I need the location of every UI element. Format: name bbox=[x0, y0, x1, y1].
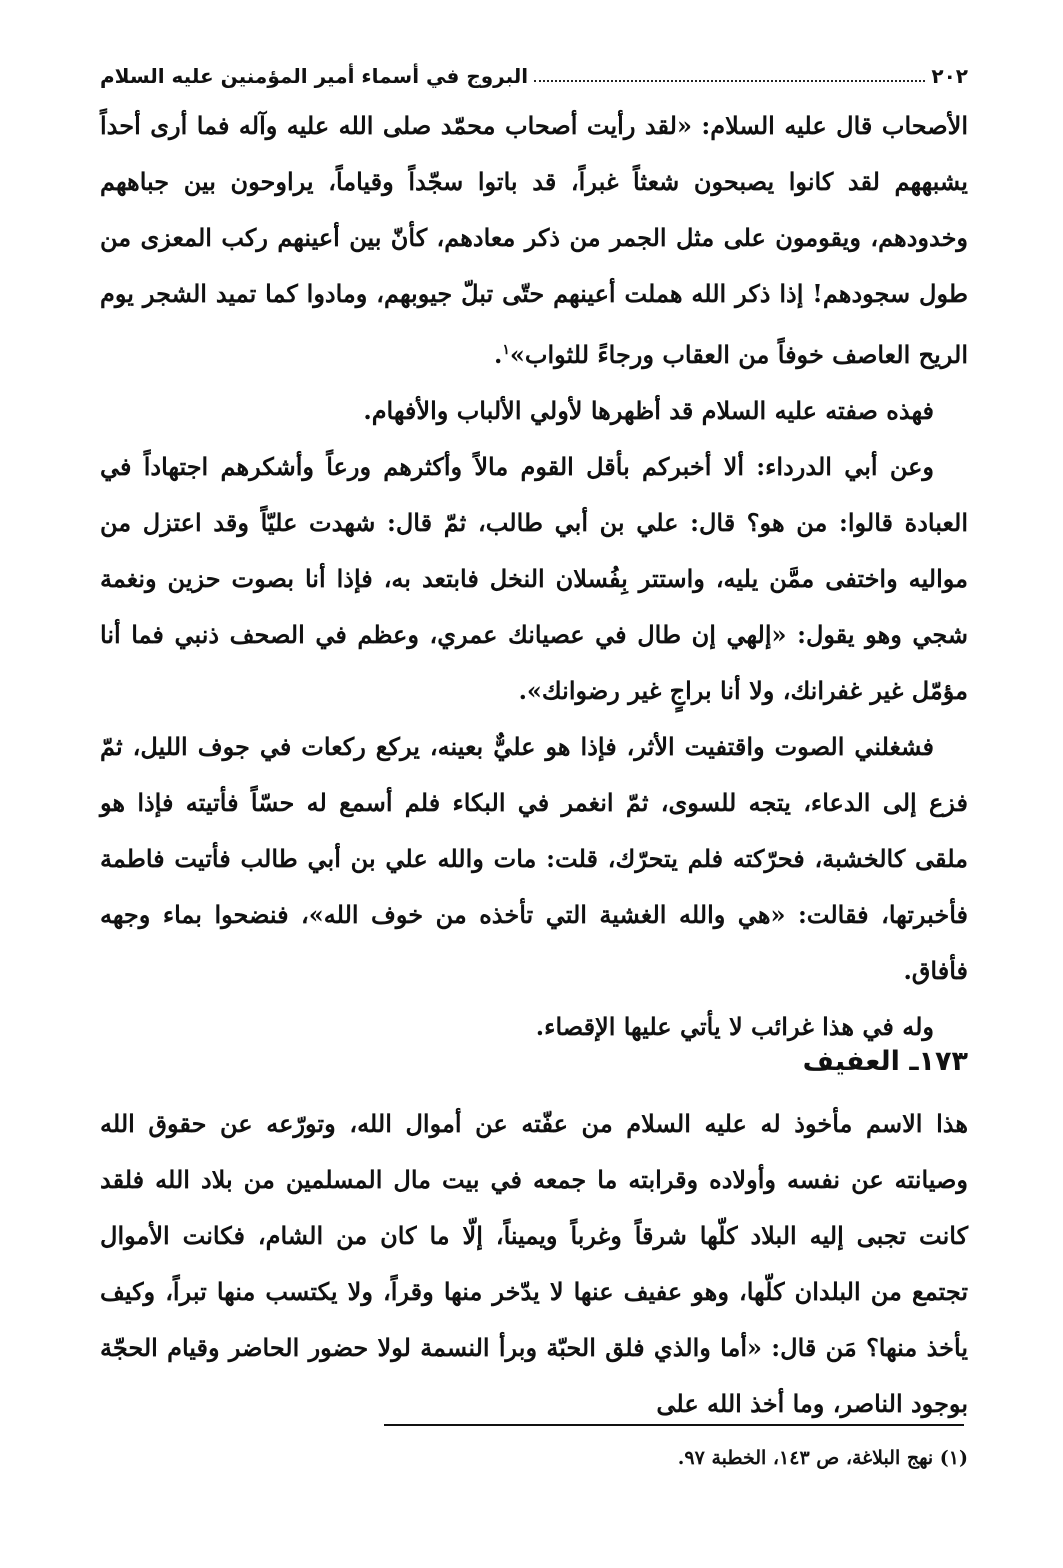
header-dot-leader bbox=[534, 80, 925, 82]
paragraph-4: فشغلني الصوت واقتفيت الأثر، فإذا هو عليٌّ بعينه، يركع ركعات في جوف الليل، ثمّ فزع إلى الدعاء، يتجه للسوى، ثمّ انغمر في البكاء فلم أسمع له حسّاً فأتيته فإذا هو ملقى كالخشبة، فحرّكته فلم يتحرّك، قلت: مات والله علي بن أبي طالب فأتيت فاطمة فأخبرتها، فقالت: «هي والله الغشية التي تأخذه من خوف الله»، فنضحوا بماء وجهه فأفاق. bbox=[100, 732, 968, 985]
paragraph-1: الأصحاب قال عليه السلام: «لقد رأيت أصحاب محمّد صلى الله عليه وآله فما أرى أحداً يشبههم لقد كانوا يصبحون شعثاً غبراً، قد باتوا سجّداً وقياماً، يراوحون بين جباههم وخدودهم، ويقومون على مثل الجمر من ذكر معادهم، كأنّ بين أعينهم ركب المعزى من طول سجودهم! إذا ذكر الله هملت أعينهم حتّى تبلّ جيوبهم، ومادوا كما تميد الشجر يوم الريح العاصف خوفاً من العقاب ورجاءً للثواب»$^١$. bbox=[100, 111, 968, 369]
paragraph-5: وله في هذا غرائب لا يأتي عليها الإقصاء. bbox=[535, 1012, 934, 1041]
footnote-reference: ١ bbox=[502, 342, 510, 358]
running-header bbox=[100, 54, 968, 88]
paragraph-3: وعن أبي الدرداء: ألا أخبركم بأقل القوم مالاً وأكثرهم ورعاً وأشكرهم اجتهاداً في العبادة قالوا: من هو؟ قال: علي بن أبي طالب، ثمّ قال: شهدت عليّاً وقد اعتزل من مواليه واختفى ممَّن يليه، واستتر بِفُسلان النخل فابتعد به، فإذا أنا بصوت حزين ونغمة شجي وهو يقول: «إلهي إن طال في عصيانك عمري، وعظم في الصحف ذنبي فما أنا مؤمّل غير غفرانك، ولا أنا براجٍ غير رضوانك». bbox=[100, 452, 968, 705]
footnote-divider bbox=[384, 1424, 964, 1426]
section-paragraph: هذا الاسم مأخوذ له عليه السلام من عفّته عن أموال الله، وتورّعه عن حقوق الله وصيانته عن نفسه وأولاده وقرابته ما جمعه في بيت مال المسلمين من بلاد الله فلقد كانت تجبى إليه البلاد كلّها شرقاً وغرباً ويميناً، إلّا ما كان من الشام، فكانت الأموال تجتمع من البلدان كلّها، وهو عفيف عنها لا يدّخر منها وقراً، ولا يكتسب منها تبراً، وكيف يأخذ منها؟ مَن قال: «أما والذي فلق الحبّة وبرأ النسمة لولا حضور الحاضر وقيام الحجّة بوجود الناصر، وما أخذ الله على bbox=[100, 1109, 969, 1418]
section-heading: ١٧٣ـ العفيف bbox=[802, 1046, 968, 1077]
main-body bbox=[100, 98, 968, 1055]
running-title: البروج في أسماء أمير المؤمنين عليه السلام bbox=[100, 64, 529, 88]
section-body bbox=[100, 1096, 968, 1432]
footnote: (١) نهج البلاغة، ص ١٤٣، الخطبة ٩٧. bbox=[677, 1447, 968, 1469]
page-number: ٢٠٢ bbox=[931, 64, 968, 88]
paragraph-1-text: الأصحاب قال عليه السلام: «لقد رأيت أصحاب محمّد صلى الله عليه وآله فما أرى أحداً يشبههم لقد كانوا يصبحون شعثاً غبراً، قد باتوا سجّداً وقياماً، يراوحون بين جباههم وخدودهم، ويقومون على مثل الجمر من ذكر معادهم، كأنّ بين أعينهم ركب المعزى من طول سجودهم! إذا ذكر الله هملت أعينهم حتّى تبلّ جيوبهم، ومادوا كما تميد الشجر يوم الريح العاصف خوفاً من العقاب ورجاءً للثواب» bbox=[100, 111, 968, 369]
paragraph-2: فهذه صفته عليه السلام قد أظهرها لأولي الألباب والأفهام. bbox=[363, 396, 934, 425]
